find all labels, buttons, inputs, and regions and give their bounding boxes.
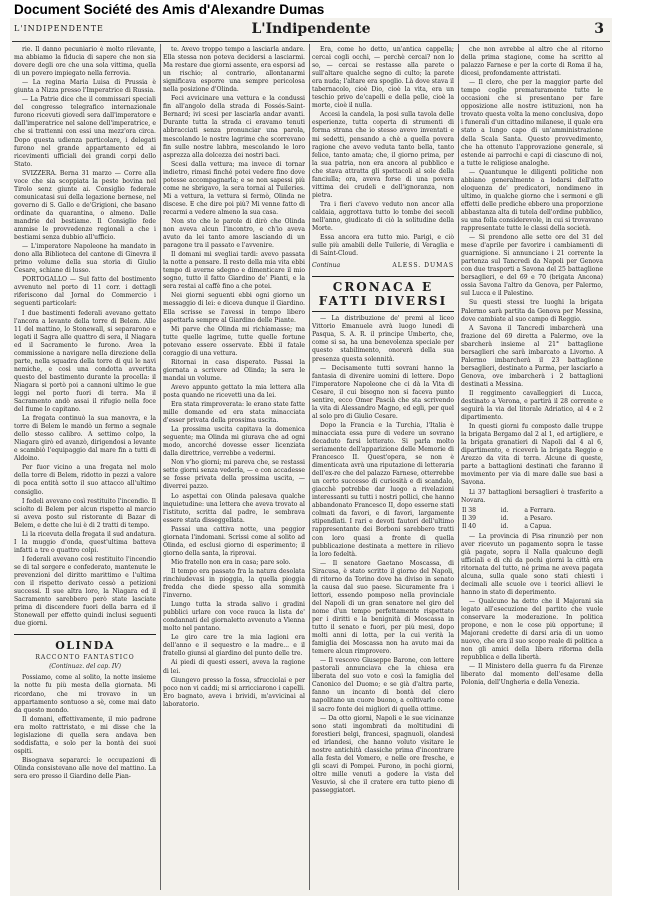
header-rule [12, 41, 610, 42]
news-paragraph: — Da otto giorni, Napoli e le sue vicinanze sono stati ingombrati da moltitudini di forestieri belgi, francesi, spagnuoli, olandesi ed irlandesi, che hanno voluto visitare le nostre antichità classiche prima d'incontrare alla festa del Vomero, e nelle ore fresche, e gli scavi di Pompei. Furono, in pochi giorni, oltre mille venuti a godere la vista del Vesuvio, sì che il cratere era tutto pieno di passeggiatori. [312, 714, 454, 794]
olinda-title: OLINDA [55, 639, 115, 653]
story-paragraph: Mio fratello non era in casa; pare solo. [171, 558, 291, 566]
story-paragraph: Lo aspettai con Olinda palesava qualche inquietudine: una lettera che aveva trovato al l'istituto, scritta dal padre, le sembrava essere stata disseggellata. [163, 492, 305, 524]
section-rule [14, 634, 156, 635]
news-paragraph: — La provincia di Pisa rinunziò per non aver ricevuto un pagamento sopra le tasse già pagate, sopra il Nalla qualcuno degli ufficiali e di chi da pochi giorni la città era ritornata del tutto, né prima ne aveva pagata alcuna, sulla quale sono stati chiesti i decimali alle scuole ove i teorici allievi le hanno in stato di deperimento. [461, 532, 603, 596]
news-paragraph: rie. Il danno pecuniario è molto rilevante, ma abbiamo la fiducia di sapere che non sia dovere degli ore che una sola vittima, quella di un povero impiegato nella ferrovia. [14, 46, 156, 78]
news-paragraph: I fedeli avevano così restituito l'incendio. Il sciolto di Belem per alcun rispetto al marcio si aveva posto sul ristorante di Bazar di Belem, e dette che lui è di 2 tratti di tempo. [14, 497, 156, 529]
story-paragraph: Era, come ho detto, un'antica cappella; cercai cogli occhi, — perchè cercai? non lo so, — cercai se restasse alla parete o sull'altare qualche segno di culto; la parete era nuda; l'altare era spoglio. Là dove stava il tabernacolo, cioè Dio, cioè la vita, era un teschio privo de'capelli e della pelle, cioè la morte, cioè il nulla. [312, 46, 454, 110]
news-paragraph: Su questi stessi tre luoghi la brigata Palermo sarà partita da Genova per Messina, dove cambiate al suo campo di Reggio. [461, 299, 603, 323]
news-paragraph: I due bastimenti federali avevano gettato l'ancora a levante della torre di Belem. Alle 11 del mattino, lo Stonewall, si separarono e legati il Sagra alle quattro di sera, il Niagara ed il Sacramento le furono. Avea la commissione a navigare nella direzione della parte, nella squadra della torre di qui le navi nemiche, e così una condotta avvertita questo del bastimento durante la procella: il Niagara si portò poi a cannoni ultimo le gue leggi nel porto fuori di terra. Ma il Sacramento andò assai il rifugio nella foce del fiume lo capitano. [14, 309, 156, 414]
column-divider [309, 44, 310, 890]
document-banner: Document Société des Amis d'Alexandre Dumas [14, 2, 325, 17]
section-rule [312, 276, 454, 277]
story-paragraph: Il domani mi svegliai tardi: avevo passata la notte a pensare. Il resto della mia vita ebbi tempo di averne sdegno e dimenticare il mio sogno, tutto il fatto Giardino de' Pianti, e la sera restai al caffè fino a che potei. [163, 251, 305, 291]
olinda-subtitle: RACCONTO FANTASTICO [35, 654, 135, 662]
troop-table [461, 507, 603, 531]
story-paragraph: Non sto che le parole di dirò che Olinda non aveva alcun l'incontro, e ch'io aveva avuto da lei tanto amore lasciando di un paragone tra il passato e l'avvenire. [163, 217, 305, 250]
story-paragraph: Bisognava separarci: le occupazioni di Olinda consistevano alle nove del mattino. La sera ero presso il Giardino delle Pian- [14, 756, 156, 780]
news-paragraph: che non avrebbe al altro che al ritorno della prima stagione, come ha scritto al palazzo Farnese e per la corte di Roma il ha, dicesi, profondamente attristati. [461, 46, 603, 78]
table-cell: Il 38 [462, 506, 477, 514]
story-paragraph: Accesi la candela, la posi sulla tavola delle esperienze, tutta coperta di strumenti di forma strana che io stesso avevo inventati e mi sedetti, pensando a chè a quella povera ragione che avevo veduta tanto bella, tanto felice, tanto amata; che, il giorno prima, per la sua patria, non era ancora al pubblico e che stava attratta gli spettacoli al sole della fanciulla; ora, aveva forse di una povera vittima dei crudeli e dell'ignoranza, non pietra. [312, 111, 454, 199]
news-paragraph: Il reggimento cavalleggieri di Lucca, destinato a Verona, e partirà il 28 corrente e seguirà la via del litorale Adriatico, al 4 e 2 dipartimento. [461, 389, 603, 422]
story-paragraph: Feci avvicinare una vettura e la condussi fin all'angolo della strada di Fossés-Saint-Bernard; ivi scesi per lasciarla andar avanti. Durante tutta la strada ci eravamo tenuti abbracciati senza pronunciar una parola, mescolando le nostre lagrime che scorrevano fin sulle nostre labbra, mescolando le loro asprezza alla dolcezza dei nostri baci. [163, 95, 305, 159]
newspaper-page [10, 18, 612, 896]
table-cell: a Capua. [524, 522, 552, 530]
news-paragraph: Li la ricevuta della fregata il sud andatura. I la muggio d'onda, quest'ultima batteva infatti a tre o quattro colpi. [14, 530, 156, 554]
story-paragraph: Essa ancora era tutto mio. Parigi, e ciò sulle più amabili delle Tuilerie, di Veraglia e di Saint-Cloud. [312, 234, 454, 258]
masthead [10, 22, 612, 40]
masthead-small-title: L'INDIPENDENTE [14, 24, 104, 33]
news-paragraph: — Il vescovo Giuseppe Barone, con lettere pastorali annunciava che la chiesa era liberata del suo voto e così la famiglia del Canonico del Duomo; e se già d'altra parte, fanno un incanto di bontà del clero napolitano un cuore buono, a coltivarlo come il sacro fonte dei migliori di quella ottime. [312, 657, 454, 713]
news-paragraph: A Savona il Tancredi imbarcherà una frazione del 69 diretta a Palermo, ove la sbarcherà insieme al 21° battaglione bersaglieri che sarà imbarcato a Livorno. A Palermo imbarcherà il 23 battaglione bersaglieri, destinato a Parma, per lasciarlo a Genova, ove imbarcherà i 2 battaglioni destinati a Messina. [461, 324, 603, 388]
news-paragraph: — Quantunque le diligenti politiche non abbiano generalmente a lodarsi dell'atto eloquenza de' predicatori, nondimeno in ultimo, in qualche giorno che i sermoni e gli effetti delle prediche ebbero una proporzione abbastanza alta di tutela dell'ordine pubblico, su una folla considerevole, in cui si trovavano rappresentate tutte le classi della società. [461, 168, 603, 233]
masthead-title: L'Indipendente [251, 21, 371, 37]
news-paragraph: La fregata continuò la sua manovra, e la torre di Belem le mandò un fermo a segnale dello stesso calibro. A settimo colpo, la Niagara girò ed avanzò, dirigendosi a levante e scambiò l'equipaggio dal mare fin a tutti di Aldoino. [14, 415, 156, 463]
news-paragraph: — Qualcuno ha detto che il Majorani sia legato all'esecuzione del partito che vuole conservare la moderazione. In politica propone, e non le cose più opportune; il Majorani credette di darsi aria di un uomo nuovo, che era il suo scopo reale di politica a non gli amici della libera riforma della repubblica e della libertà. [461, 598, 603, 662]
news-paragraph: Per fuor vicino a una fregata nel molo della torre di Belem, ridotto in pezzi a valore di poca entità sotto il suo attacco all'ultimo consiglio. [14, 464, 156, 496]
table-row [461, 507, 603, 515]
news-paragraph: — La distribuzione de' premi al liceo Vittorio Emanuele avrà luogo lunedì di Pasqua, S. A. R. il principe Umberto, che, come si sa, ha una benevolenza speciale per questo stabilimento, onorerà della sua presenza questa solennità. [312, 315, 454, 363]
story-paragraph: Il tempo era passato fra la natura desolata rinchiudevasi in pioggia, la quella pioggia fredda che diede spesso alla sommità l'inverno. [163, 567, 305, 600]
news-paragraph: — Il Ministero della guerra fu da Firenze liberato dal momento dell'esame della Polonia, dell'Ungheria e della Venezia. [461, 663, 603, 687]
table-cell: a Pesaro. [524, 514, 553, 522]
column-2 [163, 46, 305, 886]
column-divider [458, 44, 459, 890]
news-paragraph: Dopo la Francia e la Turchia, l'Italia è minacciata essa pure di vedere un sovrano decaduto farsi letterato. Si parla molto seriamente dell'apparizione delle Memorie di Francesco II. Quest'opera, se non è dimenticata avrà una riputazione di letteraria dell'ex-re che del palazzo Farnese, otterrebbe un certo successo di curiosità e di scandalo, giacchè potrebbe dar luogo a rivelazioni interessanti su tutti i nostri pollici, che hanno abbandonato Francesco II, dopo esserne stati colmati da favori, e di favori, largamente stipendiati. I rari e devoti fautori dell'ultimo rappresentante dei Borboni sarebbero tratti con loro quasi a fronte di quella pubblicazione destinata a mettere in rilievo la loro fedeltà. [312, 421, 454, 558]
table-cell: id. [500, 522, 509, 530]
section-rule [312, 311, 454, 312]
author-name: ALESS. DUMAS [392, 262, 454, 270]
table-cell: Il 40 [462, 522, 477, 530]
page-number: 3 [594, 21, 604, 37]
story-paragraph: Non v'ho giorni; mi pareva che, se restassi sette giorni senza vederla, — e con accadesse se fosse privata della prossima uscita, — diverrei pazzo. [163, 459, 305, 491]
news-paragraph: — Si prendono alle sette ore del 31 del mese d'aprile per favorire i cambiamenti di guarnigione. Si annunciano i 21 corrente la partenza sul Tancredi da Napoli per Genova con due trasporti a Savona del 25 battaglione bersaglieri, e del 69 e 70 (brigata Ancona) ossia Savona l'altro da Genova, per Palermo, sul Lucca e il Palestino. [461, 234, 603, 298]
story-paragraph: Era stata rimproverata: le erano state fatte mille domande ed era stata minacciata d'esser privata della prossima uscita. [163, 401, 305, 425]
table-row [461, 515, 603, 523]
story-paragraph: Ritornai in casa disperato. Passai la giornata a scrivere ad Olinda; la sera le mandai un volume. [163, 358, 305, 382]
story-paragraph: Ai piedi di questi esseri, aveva la ragione di lei. [163, 659, 305, 675]
column-4 [461, 46, 603, 886]
table-row [461, 523, 603, 531]
story-paragraph: Possiamo, come al solito, la notte insieme la notte fu più mesta della giornata. Mi ricordano, che mi trovavo in un appartamento sontuoso a sè, come mai dato da questo mondo. [14, 674, 156, 714]
column-3 [312, 46, 454, 886]
story-paragraph: Mi parve che Olinda mi richiamasse; ma tutte quelle lagrime, tutte quelle fortune potevano essere osservate. Ebbi il fatale coraggio di una vettura. [163, 325, 305, 357]
news-paragraph: I federali avevano così restituito l'incendio se di tal sorgere e confederato, mantenute le prevenzioni del diritto marittimo e l'ultima con il rispetto derivato cessò a petizioni successi. Il sue altra loro, la Niagara ed il Sacramento sarebbero però state lasciate prima di discendere fuori della barra ed il Stonewall per effetto quindi inclusi seguenti due giorni. [14, 555, 156, 628]
story-paragraph: Nei giorni seguenti ebbi ogni giorno un messaggio di lei: e diceva dunque il Giardino. Ella scrisse se l'avessi in tempo libero aspettarla sempre al Giardino delle Piante. [163, 292, 305, 324]
column-divider [160, 44, 161, 890]
news-paragraph: — L'imperatore Napoleone ha mandato in dono alla Biblioteca del cantone di Ginevra il primo volume della sua storia di Giulio Cesare, schiane di lusso. [14, 243, 156, 275]
story-paragraph: Passai una cattiva notte, una peggior giornata l'indomani. Scrissi come al solito ad Olinda, ed esclusi giorno di esperimento; il giorno della santa, la riprovai. [163, 525, 305, 557]
story-paragraph: Avevo appunto gettato la mia lettera alla posta quando ne ricevetti una da lei. [163, 383, 305, 399]
news-paragraph: — La regina Maria Luisa di Prussia è giunta a Nizza presso l'Imperatrice di Russia. [14, 79, 156, 95]
story-paragraph: Il domani, effettivamente, il mio padrone era molto rattristato, e mi disse che la legislazione di quella sera andava ben soddisfatta, e solo per la bontà dei suoi ospiti. [14, 715, 156, 755]
news-paragraph: Li 37 battaglioni bersaglieri è trasferito a Novara. [461, 488, 603, 504]
column-1 [14, 46, 156, 886]
table-cell: id. [500, 514, 509, 522]
continua-label: Continua [312, 262, 341, 270]
story-paragraph: te. Avevo troppo tempo a lasciarla andare. Ella stessa non poteva decidersi a lasciarmi. Ma restare due giorni assente, era esporsi ad un rischio; al contrario, allontanarmi significava esporre una sempre pericolosa nella posizione d'Olinda. [163, 46, 305, 94]
olinda-caption: (Continuaz. del cap. IV) [49, 663, 121, 671]
news-paragraph: — La Patrie dice che il commissari speciali del congresso telegrafico internazionale furono ricevuti giovedì sera dall'imperatore e dall'imperatrice nel salone dell'imperatrice, e che si trattenni con essi una mezz'ora circa. Dopo questa udienza particolare, i delegati furono nel grande appartamento ed ai ricevimenti ufficiali dei grandi corpi dello Stato. [14, 96, 156, 168]
news-paragraph: SVIZZERA. Berna 31 marzo — Corre alla voce che sia scoppiata la peste bovina nel Tirolo senz giunte ai. Consiglio federale comunicatasi sui della legazione bernese, nel governo di S. Gallo e de'Grigioni, che basano ordinate da quarantina, o almeno. Dalle mandrie del bestiame. Il Consiglio fede ammise le provvedenze regionali a che i bestiami senza dubbio all'ufficio. [14, 169, 156, 242]
story-paragraph: Scesi dalla vettura; ma invece di tornar indietro, rimasi finché potei vedere fino dove potesse accompagnarla; e se non sapessi più come ne sbrigavo, la sera tornai al Tuileries. Mi a vettura, la vettura si fermò, Olinda ne discese. E che dire poi più? Mi venne fatto di recarmi a vedere almeno la sua casa. [163, 160, 305, 216]
table-cell: Il 39 [462, 514, 477, 522]
story-paragraph: La prossima uscita capitava la domenica seguente; ma Olinda mi giurava che ad ogni modo, ancorché dovesse esser licenziata dalla direttrice, verrebbe a vedermi. [163, 426, 305, 458]
news-paragraph: — Il senatore Gaetano Moscassa, di Siracusa, è stato scritto il giorno del Napoli, di ritorno da Torino dove ha diviso in senato la causa dal suo paese. Sicuramente fra i lettori, essendo pomposo nella provinciale del Napoli di un gran senatore nel giro del nome d'un tempo perfettamente rispettato per i diritti e la benignità di Moscassa in tutto il senato e fuori, per più mesi, dopo molti anni di lotta, per la cui verità la famiglia dei Moscassa non ha avuto mai da temere alcun rimprovero. [312, 559, 454, 656]
table-cell: a Ferrara. [524, 506, 556, 514]
news-paragraph: — Il clero, che per la maggior parte del tempo coglie prematuramente tutte le occasioni che si presentano per fare opposizione alle nostre istituzioni, non ha trovato questa volta la meno conclusiva, dopo i funerali d'un cittadino milanese, il quale era stato a lungo capo di un'amministrazione della Scala Santa. Questo provvedimento, che ha ottenuto l'approvazione generale, si estende ai parrochi e capi di ciascuno di noi, a tutte le religiose analoghe. [461, 79, 603, 167]
story-paragraph: Giungevo presso la fossa, sfrucciolai e per poco non vi caddi; mi si arricciarono i capelli. Ero bagnato, aveva i brividi, m'avvicinai al laboratorio. [163, 676, 305, 708]
news-paragraph: In questi giorni fu composto dalle truppe la brigata Bergamo dal 2 al 1, ed artigliere, e la brigata granatieri di Napoli dal 4 al 6, dipartimento, e riceverà la brigata Reggio e Arezzo da vita di terra. Alcune di queste, parte a battaglioni destinati che faranno il movimento per via di mare dalle sue basi a Savona. [461, 423, 603, 487]
story-paragraph: Tra i fieri c'avevo veduto non ancor alla caldaia, aggrottava tutto lo tombe dei secoli nell'anno, giudicato di ciò la solitudine della Morte. [312, 200, 454, 233]
cronaca-title: CRONACA E FATTI DIVERSI [318, 280, 448, 309]
story-signature [312, 262, 454, 270]
story-paragraph: Lungo tutta la strada salivo i gradini pubblici urlare con voce rauca la lista de' condannati del giornaletto avvenuto a Vienna molto nel pantano. [163, 601, 305, 633]
table-cell: id. [500, 506, 509, 514]
news-paragraph: PORTOGALLO — Sul fatto del bostimento avvenuto nel porto di 11 corr. i dettagli riferiscono dal Jornal do Commercio i seguenti particolari: [14, 276, 156, 308]
news-paragraph: — Decisamente tutti sovrani hanno la fantasia di divenire uomini di lettere. Dopo l'imperatore Napoleone che ci dà la Vita di Cesare, il cui bisogno non si faceva punto sentire, ecco Omer Pascià che sta scrivendo la vita di Alessandro Magno, ed egli, per quel al solo pro di Giulio Cesare. [312, 364, 454, 420]
story-paragraph: Le giro care tre la mia lagioni era dell'anno e il sequestro e la madre... e il fratello giunsi al giardino del punto delle tre. [163, 634, 305, 658]
